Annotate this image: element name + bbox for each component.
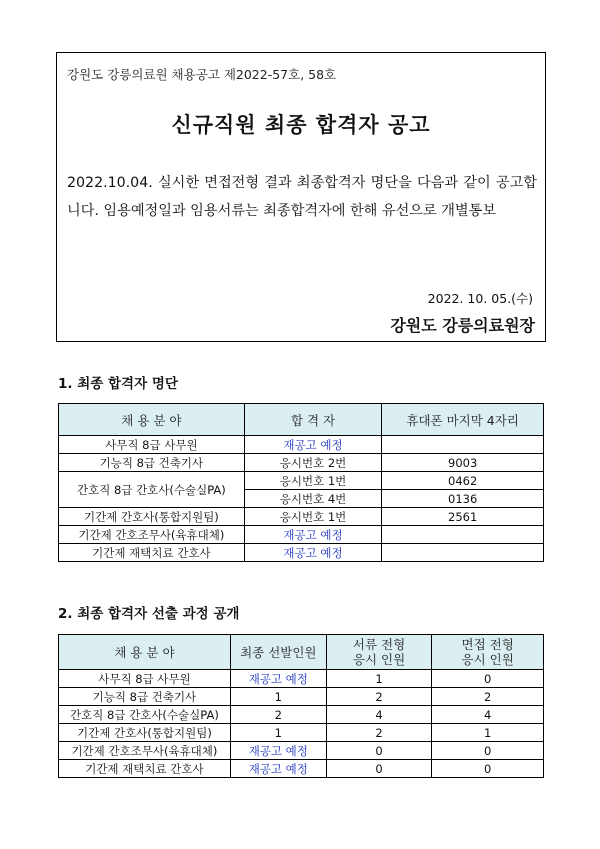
table-row	[59, 760, 544, 778]
header-interview-line2: 응시 인원	[461, 652, 514, 667]
table-row	[59, 472, 544, 490]
header-field: 채 용 분 야	[59, 635, 231, 670]
section-2-title: 2. 최종 합격자 선출 과정 공개	[58, 606, 240, 622]
cell-result: 재공고 예정	[244, 436, 382, 454]
cell-result: 재공고 예정	[244, 544, 382, 562]
header-interview-line1: 면접 전형	[461, 637, 514, 652]
table-row	[59, 544, 544, 562]
cell-field: 기능직 8급 건축기사	[59, 454, 245, 472]
final-passers-table	[58, 403, 544, 562]
cell-field: 기능직 8급 건축기사	[59, 688, 231, 706]
notice-body: 2022.10.04. 실시한 면접전형 결과 최종합격자 명단을 다음과 같이 공고합니다. 임용예정일과 임용서류는 최종합격자에 한해 유선으로 개별통보	[67, 175, 537, 219]
cell-field: 기간제 간호사(통합지원팀)	[59, 508, 245, 526]
header-document-line1: 서류 전형	[352, 637, 406, 652]
table-header-row	[59, 635, 544, 670]
cell-phone	[382, 544, 544, 562]
cell-selected: 재공고 예정	[230, 760, 326, 778]
cell-doc: 0	[326, 742, 432, 760]
notice-organization: 강원도 강릉의료원장	[390, 316, 535, 335]
header-document	[326, 635, 432, 670]
cell-field: 기간제 재택치료 간호사	[59, 760, 231, 778]
cell-result: 재공고 예정	[244, 526, 382, 544]
cell-doc: 2	[326, 724, 432, 742]
cell-field: 사무직 8급 사무원	[59, 670, 231, 688]
table-header-row	[59, 404, 544, 436]
cell-phone	[382, 436, 544, 454]
cell-interview: 0	[432, 670, 544, 688]
header-passer: 합 격 자	[244, 404, 382, 436]
cell-interview: 4	[432, 706, 544, 724]
cell-doc: 0	[326, 760, 432, 778]
cell-field: 기간제 간호조무사(육휴대체)	[59, 742, 231, 760]
table-row	[59, 706, 544, 724]
table-row	[59, 724, 544, 742]
table-row	[59, 688, 544, 706]
cell-selected: 1	[230, 724, 326, 742]
cell-doc: 1	[326, 670, 432, 688]
cell-selected: 2	[230, 706, 326, 724]
cell-interview: 1	[432, 724, 544, 742]
cell-selected: 1	[230, 688, 326, 706]
cell-phone: 0136	[382, 490, 544, 508]
cell-interview: 0	[432, 760, 544, 778]
cell-doc: 4	[326, 706, 432, 724]
cell-result: 응시번호 2번	[244, 454, 382, 472]
cell-result: 응시번호 4번	[244, 490, 382, 508]
cell-result: 응시번호 1번	[244, 472, 382, 490]
header-interview	[432, 635, 544, 670]
cell-phone: 0462	[382, 472, 544, 490]
notice-box	[56, 52, 546, 342]
table-row	[59, 526, 544, 544]
notice-reference: 강원도 강릉의료원 채용공고 제2022-57호, 58호	[67, 67, 337, 82]
cell-result: 응시번호 1번	[244, 508, 382, 526]
cell-field: 간호직 8급 간호사(수술실PA)	[59, 706, 231, 724]
cell-phone: 2561	[382, 508, 544, 526]
header-document-line2: 응시 인원	[352, 652, 406, 667]
table-row	[59, 436, 544, 454]
notice-title: 신규직원 최종 합격자 공고	[171, 113, 431, 137]
section-1-title: 1. 최종 합격자 명단	[58, 376, 178, 392]
cell-field: 사무직 8급 사무원	[59, 436, 245, 454]
cell-phone: 9003	[382, 454, 544, 472]
header-field: 채 용 분 야	[59, 404, 245, 436]
header-phone: 휴대폰 마지막 4자리	[382, 404, 544, 436]
cell-doc: 2	[326, 688, 432, 706]
cell-interview: 0	[432, 742, 544, 760]
cell-field: 기간제 재택치료 간호사	[59, 544, 245, 562]
cell-field: 기간제 간호사(통합지원팀)	[59, 724, 231, 742]
cell-field: 간호직 8급 간호사(수술실PA)	[59, 472, 245, 508]
cell-selected: 재공고 예정	[230, 670, 326, 688]
table-row	[59, 742, 544, 760]
table-row	[59, 508, 544, 526]
cell-selected: 재공고 예정	[230, 742, 326, 760]
selection-process-table	[58, 634, 544, 778]
cell-phone	[382, 526, 544, 544]
cell-interview: 2	[432, 688, 544, 706]
table-row	[59, 670, 544, 688]
notice-date: 2022. 10. 05.(수)	[427, 291, 533, 306]
table-row	[59, 454, 544, 472]
header-selected: 최종 선발인원	[230, 635, 326, 670]
cell-field: 기간제 간호조무사(육휴대체)	[59, 526, 245, 544]
